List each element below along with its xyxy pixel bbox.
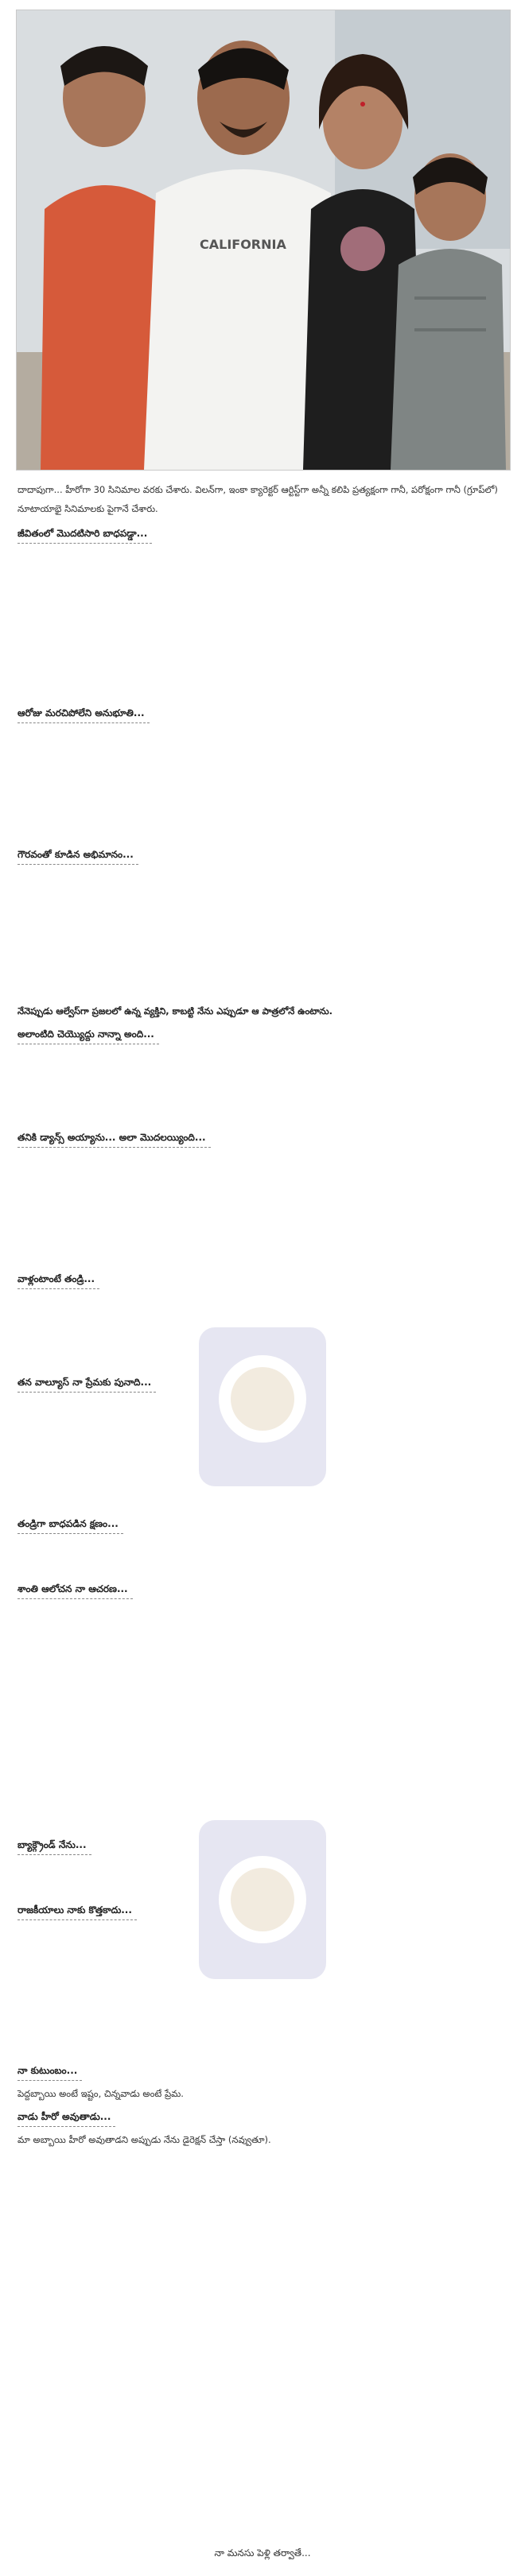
paragraph-lines [18,1292,508,1369]
section-heading: తండ్రిగా బాధపడిన క్షణం... [18,1518,123,1534]
section-heading: వాడు హీరో అవుతాడు... [18,2111,115,2127]
section-heading: శాంతి ఆలోచన నా ఆచరణ... [18,1583,133,1599]
section-background [18,1834,508,1896]
section-unforgettable-feeling [18,703,508,841]
paragraph-lines [18,547,508,699]
paragraph-lines [18,1048,508,1124]
section-heading: బ్యాక్గ్రౌండ్ నేను... [18,1839,91,1855]
paragraph-lines [18,868,508,1001]
section-family [18,2060,508,2103]
article-intro: దాదాపుగా... హీరోగా 30 సినిమాల వరకు చేశారు. విలన్‌గా, ఇంకా క్యారెక్టర్ ఆర్టిస్ట్‌గా అన్నీ కలిపి ప్రత్యక్షంగా గానీ, పరోక్షంగా గానీ (గ్రూప్‌లో) నూటాయాభై సినిమాలకు పైగానే చేశారు. [18,484,498,514]
section-politics [18,1900,508,2057]
closing-line: మా అబ్బాయి హీరో అవుతాడని అప్పుడు నేను డైరెక్షన్ చేస్తా (నవ్వుతూ). [18,2134,271,2145]
section-heading: జీవితంలో మొదటిసారి బాధపడ్డా... [18,528,152,544]
section-father [18,1269,508,1369]
section-heading: తన వాల్యూస్ నా ప్రేమకు పునాది... [18,1377,156,1393]
section-dance [18,1127,508,1265]
section-heading: వాళ్లంటాంటే తండ్రి... [18,1273,99,1289]
shirt-print-text: CALIFORNIA [200,237,286,252]
paragraph-lines [18,1858,508,1896]
section-heading: నా కుటుంబం... [18,2065,82,2081]
section-first-time-sad [18,523,508,699]
section-heading: గౌరవంతో కూడిన అభిమానం... [18,849,138,865]
section-hero [18,2106,508,2149]
footer-caption: నా మనసు పెళ్లి తర్వాతే... [214,2547,311,2559]
section-respectful-fandom [18,844,508,1021]
section-dont-do-that [18,1024,508,1124]
highlight-quote: నేనెప్పుడు ఆల్వేస్‌గా ప్రజలలో ఉన్న వ్యక్తిని, కాబట్టి నేను ఎప్పుడూ ఆ పాత్రలోనే ఉంటాను. [18,1005,332,1017]
paragraph-lines [18,1151,508,1265]
family-photo [16,10,511,471]
paragraph-lines [18,1923,508,2057]
paragraph-lines [18,1602,508,1831]
section-heading: తనికి డ్యాన్స్ అయ్యాను... అలా మొదలయ్యింది... [18,1132,211,1148]
section-sad-moment [18,1513,508,1575]
section-heading: అలాంటిది చెయ్యొద్దు నాన్నా అంది... [18,1028,159,1044]
family-line: పెద్దబ్బాయి అంటే ఇష్టం, చిన్నవాడు అంటే ప్రేమ. [18,2088,184,2099]
paragraph-lines [18,1537,508,1575]
family-photo-illustration [17,10,510,470]
article-body [18,480,508,2152]
paragraph-lines [18,1396,508,1510]
section-heading: రాజకీయాలు నాకు కొత్తకాదు... [18,1904,137,1920]
paragraph-lines [18,726,508,841]
section-heading: ఆరోజు మరచిపోలేని అనుభూతి... [18,707,150,723]
section-values [18,1372,508,1510]
section-shanti [18,1579,508,1831]
